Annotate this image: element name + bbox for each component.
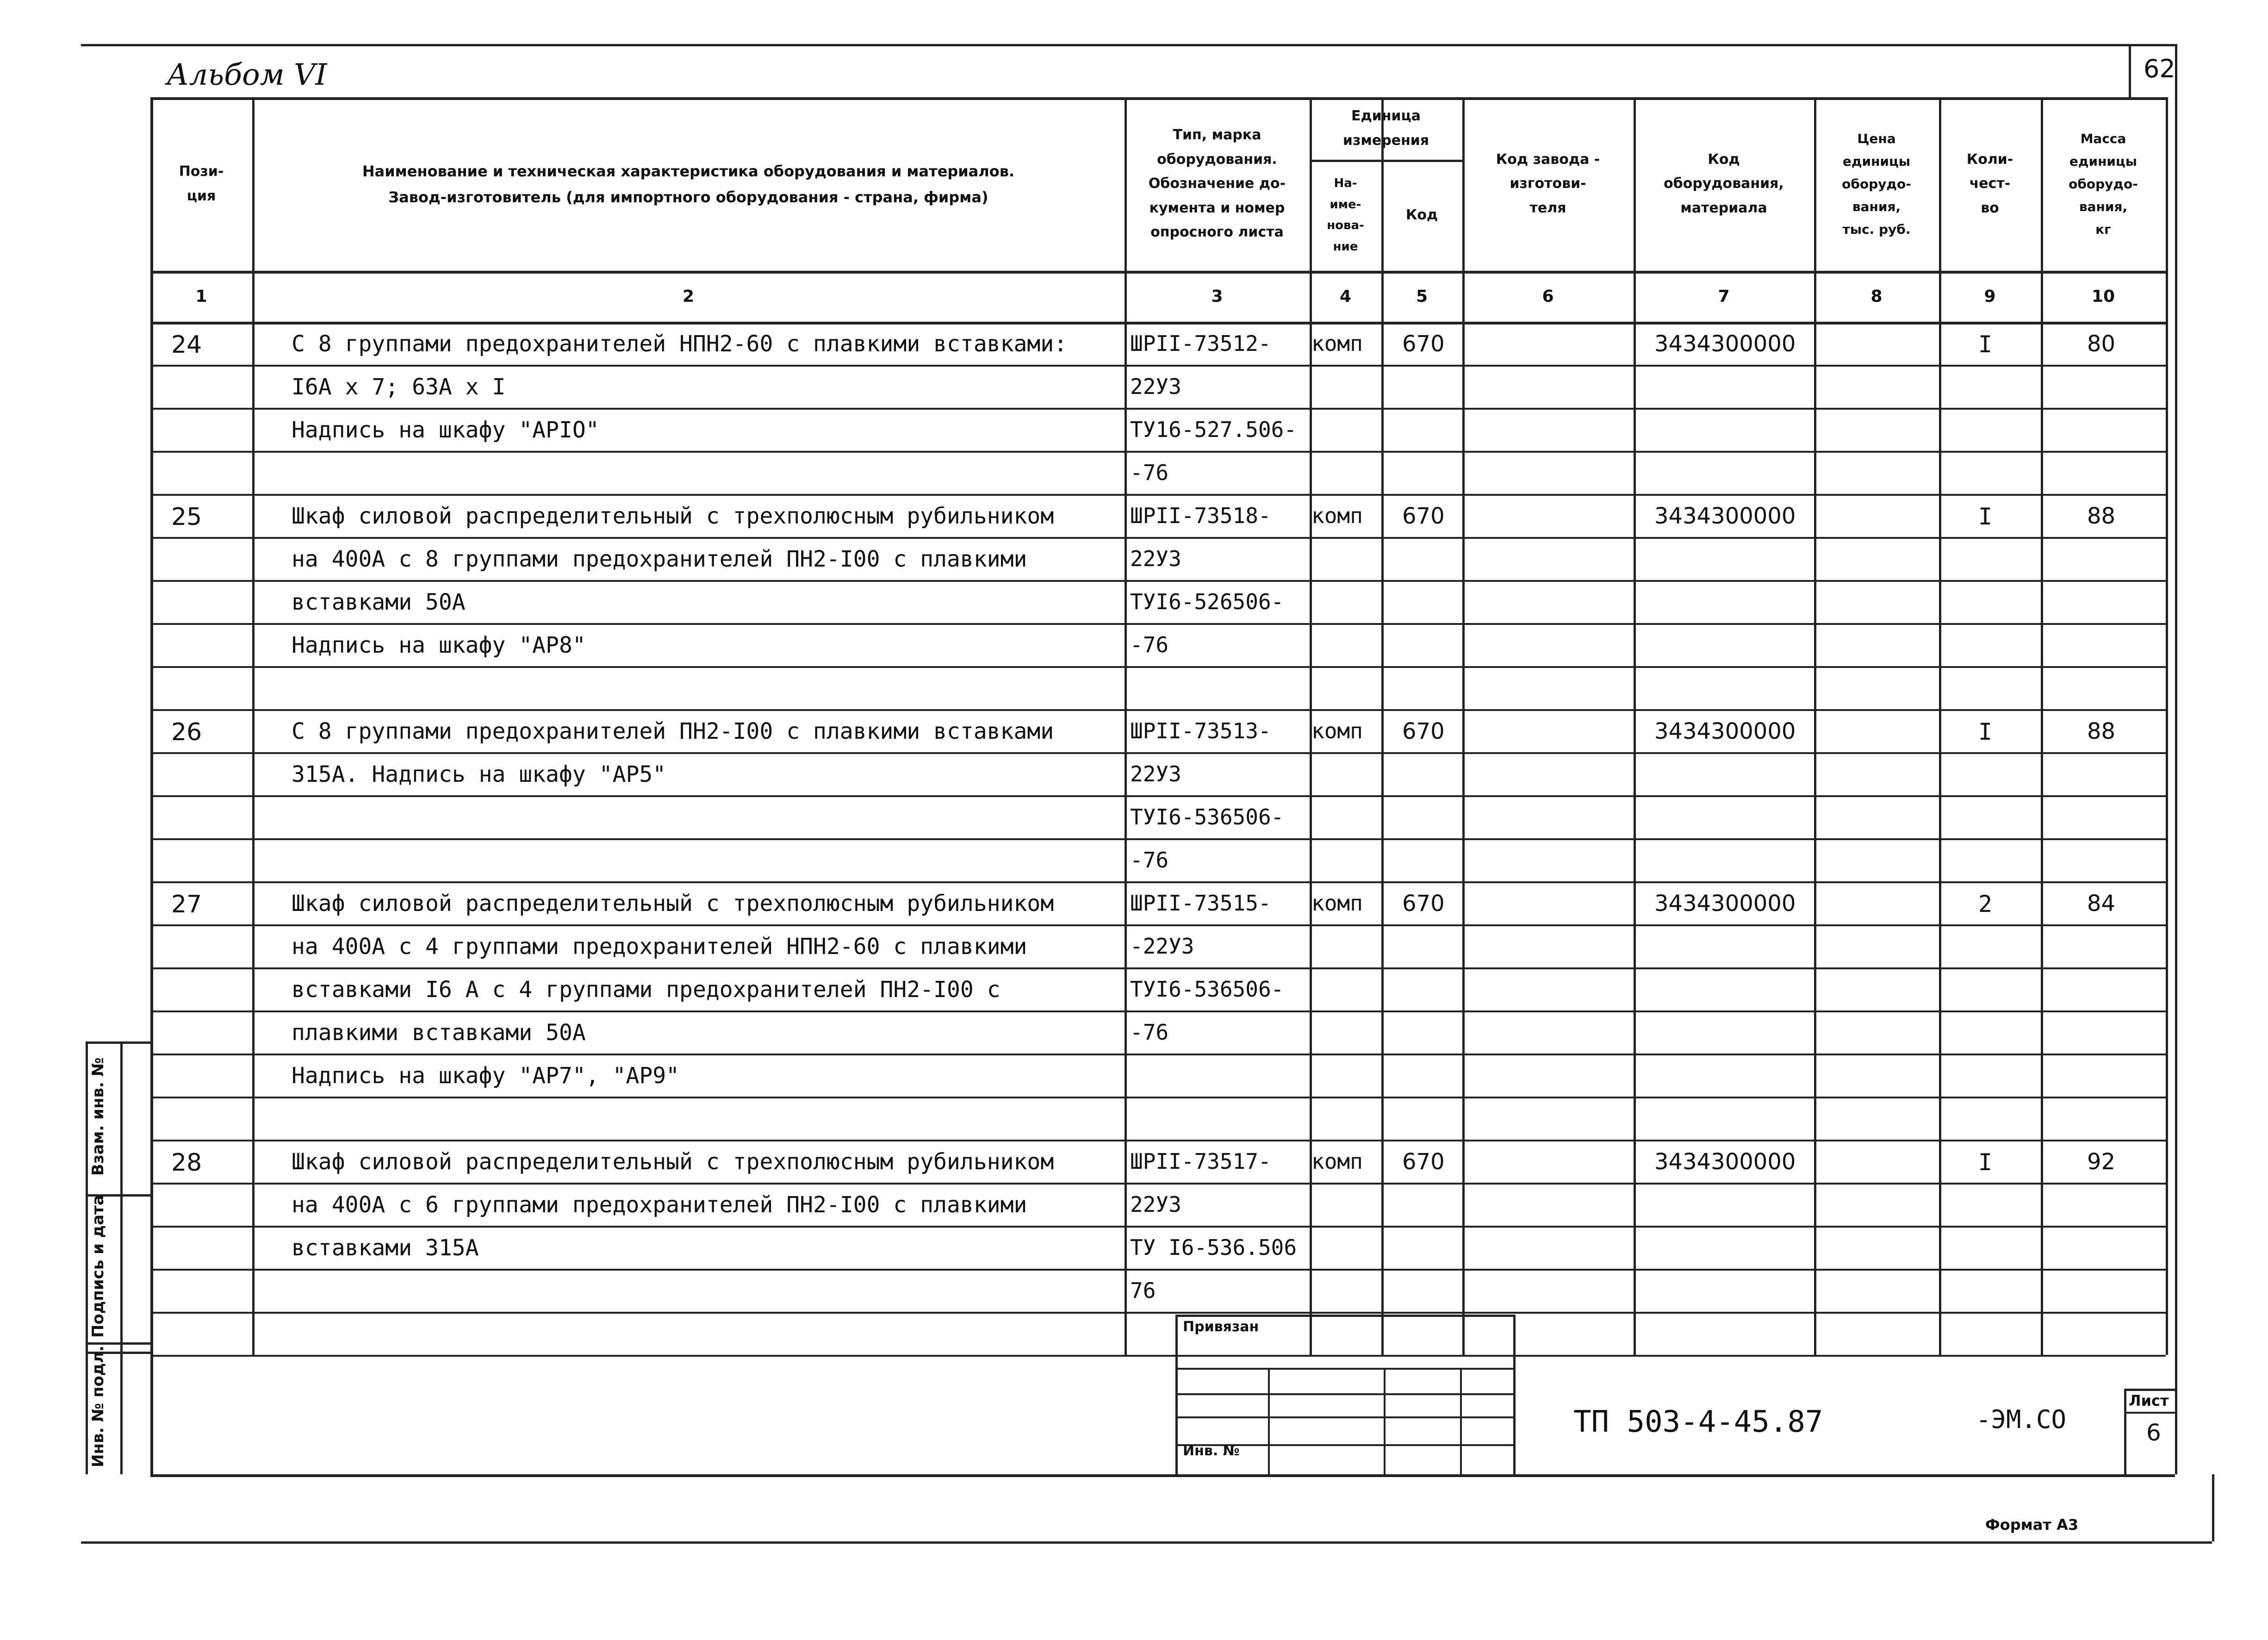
cell-name: вставками I6 А с 4 группами предохранителей ПН2-I00 с — [292, 977, 1000, 1003]
cell-type: ШРII-73513- — [1130, 718, 1271, 743]
cell-name: 315А. Надпись на шкафу "АР5" — [292, 761, 666, 787]
h-rule — [1310, 160, 1462, 162]
cell-name: на 400А с 4 группами предохранителей НПН2-60 с плавкими — [292, 934, 1027, 960]
h-rule — [150, 666, 2166, 668]
side-label-inv-orig: Инв. № подл. — [89, 1345, 107, 1467]
cell-unit-code: 670 — [1402, 718, 1445, 744]
h-rule — [2124, 1389, 2175, 1391]
cell-type: 22У3 — [1130, 761, 1181, 786]
column-number: 9 — [1984, 287, 1996, 306]
cell-equip-code: 3434300000 — [1654, 1149, 1796, 1175]
v-rule — [2175, 44, 2177, 1474]
h-rule — [86, 1041, 150, 1044]
h-rule — [150, 1269, 2166, 1271]
column-number: 1 — [195, 287, 207, 306]
cell-position: 24 — [171, 331, 202, 359]
cell-type: 22У3 — [1130, 1192, 1181, 1217]
h-rule — [150, 271, 2166, 274]
cell-type: -76 — [1130, 460, 1169, 485]
cell-unit: комп — [1311, 718, 1363, 743]
cell-position: 26 — [171, 718, 202, 746]
cell-name: плавкими вставками 50А — [292, 1020, 586, 1046]
side-label-sign-date: Подпись и дата — [89, 1195, 107, 1338]
cell-type: ТУ16-527.506- — [1130, 417, 1297, 442]
cell-name: вставками 315А — [292, 1235, 479, 1261]
cell-mass: 88 — [2087, 503, 2116, 529]
cell-mass: 84 — [2087, 891, 2116, 917]
h-rule — [150, 924, 2166, 926]
header-name: Наименование и техническая характеристика оборудования и материалов. Завод-изготовитель (для импортного оборудования - страна, фирма) — [362, 162, 1015, 206]
v-rule — [1939, 97, 1941, 1355]
v-rule — [120, 1041, 123, 1474]
h-rule — [150, 623, 2166, 625]
v-rule — [1513, 1315, 1516, 1474]
v-rule — [86, 1041, 88, 1474]
cell-unit: комп — [1311, 1149, 1363, 1174]
cell-type: ТУ I6-536.506 — [1130, 1235, 1297, 1260]
v-rule — [150, 97, 153, 1474]
h-rule — [150, 451, 2166, 453]
h-rule — [1175, 1416, 1513, 1418]
v-rule — [2041, 97, 2043, 1355]
h-rule — [1175, 1315, 1513, 1317]
column-number: 4 — [1339, 287, 1352, 306]
h-rule — [150, 408, 2166, 410]
column-number: 10 — [2091, 287, 2115, 306]
h-rule — [150, 752, 2166, 754]
v-rule — [1381, 97, 1384, 1355]
v-rule — [1814, 97, 1816, 1355]
cell-name: С 8 группами предохранителей НПН2-60 с плавкими вставками: — [292, 331, 1068, 357]
sheet-label: Лист — [2129, 1392, 2169, 1409]
cell-type: ТУI6-526506- — [1130, 589, 1284, 614]
h-rule — [150, 1355, 2166, 1357]
cell-mass: 80 — [2087, 331, 2116, 357]
h-rule — [150, 322, 2166, 324]
h-rule — [150, 1097, 2166, 1098]
column-number: 6 — [1542, 287, 1554, 306]
cell-unit: комп — [1311, 503, 1363, 528]
cell-name: Шкаф силовой распределительный с трехполюсным рубильником — [292, 1149, 1054, 1175]
h-rule — [150, 494, 2166, 496]
h-rule — [2124, 1412, 2175, 1414]
h-rule — [150, 838, 2166, 840]
cell-qty: I — [1978, 1149, 1993, 1176]
cell-type: ШРII-73515- — [1130, 891, 1271, 916]
cell-position: 28 — [171, 1149, 202, 1177]
h-rule — [150, 1312, 2166, 1314]
cell-equip-code: 3434300000 — [1654, 331, 1796, 357]
format-label: Формат А3 — [1985, 1516, 2079, 1534]
h-rule — [150, 709, 2166, 711]
cell-position: 27 — [171, 891, 202, 918]
header-type: Тип, марка оборудования. Обозначение до- кумента и номер опросного листа — [1148, 127, 1286, 241]
cell-type: ТУI6-536506- — [1130, 804, 1284, 829]
cell-type: 22У3 — [1130, 546, 1181, 571]
h-rule — [150, 580, 2166, 582]
v-rule — [1310, 97, 1312, 1355]
cell-type: -22У3 — [1130, 934, 1194, 959]
header-unit-group: Единица измерения — [1342, 108, 1429, 149]
cell-name: Шкаф силовой распределительный с трехполюсным рубильником — [292, 503, 1054, 529]
cell-name: вставками 50А — [292, 589, 466, 615]
h-rule — [150, 881, 2166, 883]
column-number: 5 — [1416, 287, 1428, 306]
h-rule — [150, 1140, 2166, 1141]
cell-equip-code: 3434300000 — [1654, 718, 1796, 744]
cell-name: Шкаф силовой распределительный с трехполюсным рубильником — [292, 891, 1054, 917]
cell-name: Надпись на шкафу "АРIО" — [292, 417, 599, 443]
cell-name: Надпись на шкафу "АР8" — [292, 632, 586, 658]
column-number: 7 — [1718, 287, 1730, 306]
header-position: Пози- ция — [179, 163, 224, 204]
cell-type: ШРII-73518- — [1130, 503, 1271, 528]
v-rule — [2212, 1474, 2214, 1541]
v-rule — [1462, 97, 1465, 1355]
cell-type: ТУI6-536506- — [1130, 977, 1284, 1002]
cell-equip-code: 3434300000 — [1654, 503, 1796, 529]
cell-unit-code: 670 — [1402, 1149, 1445, 1175]
header-price: Цена единицы оборудо- вания, тыс. руб. — [1842, 131, 1911, 237]
stamp-inv-label: Инв. № — [1183, 1443, 1240, 1459]
cell-unit-code: 670 — [1402, 503, 1445, 529]
cell-type: -76 — [1130, 632, 1169, 657]
header-maker-code: Код завода - изготови- теля — [1496, 151, 1600, 216]
h-rule — [150, 1474, 2175, 1477]
cell-type: ШРII-73512- — [1130, 331, 1271, 356]
v-rule — [1460, 1368, 1462, 1474]
cell-equip-code: 3434300000 — [1654, 891, 1796, 917]
h-rule — [81, 44, 2175, 46]
header-qty: Коли- чест- во — [1966, 151, 2013, 216]
h-rule — [150, 1010, 2166, 1012]
cell-unit-code: 670 — [1402, 331, 1445, 357]
cell-name: на 400А с 8 группами предохранителей ПН2-I00 с плавкими — [292, 546, 1027, 572]
stamp-bound-label: Привязан — [1183, 1319, 1259, 1335]
header-unit-name: На- име- нова- ние — [1327, 176, 1364, 254]
h-rule — [150, 537, 2166, 539]
column-number: 3 — [1211, 287, 1223, 306]
v-rule — [1634, 97, 1636, 1355]
cell-name: I6А х 7; 63А х I — [292, 374, 506, 400]
header-unit-code: Код — [1405, 206, 1438, 223]
h-rule — [86, 1342, 150, 1345]
cell-qty: I — [1978, 503, 1993, 530]
v-rule — [2166, 97, 2168, 1355]
h-rule — [150, 1183, 2166, 1185]
h-rule — [150, 365, 2166, 367]
cell-mass: 88 — [2087, 718, 2116, 744]
cell-type: ШРII-73517- — [1130, 1149, 1271, 1174]
cell-qty: I — [1978, 331, 1993, 358]
v-rule — [2124, 1389, 2126, 1474]
cell-type: -76 — [1130, 848, 1169, 873]
header-mass: Масса единицы оборудо- вания, кг — [2069, 131, 2138, 237]
doc-code: ТП 503-4-45.87 — [1573, 1405, 1823, 1439]
side-label-replace-inv: Взам. инв. № — [89, 1057, 107, 1176]
cell-unit: комп — [1311, 331, 1363, 356]
h-rule — [150, 1054, 2166, 1055]
cell-qty: 2 — [1978, 891, 1993, 917]
cell-qty: I — [1978, 718, 1993, 745]
cell-name: С 8 группами предохранителей ПН2-I00 с плавкими вставками — [292, 718, 1054, 744]
cell-type: 22У3 — [1130, 374, 1181, 399]
cell-name: Надпись на шкафу "АР7", "АР9" — [292, 1063, 680, 1089]
cell-name: на 400А с 6 группами предохранителей ПН2-I00 с плавкими — [292, 1192, 1027, 1218]
album-label: Альбом VI — [167, 58, 327, 92]
v-rule — [2129, 44, 2131, 97]
header-equip-code: Код оборудования, материала — [1664, 151, 1784, 216]
v-rule — [1125, 97, 1127, 1355]
h-rule — [150, 795, 2166, 797]
v-rule — [1384, 1368, 1386, 1474]
cell-type: 76 — [1130, 1278, 1156, 1303]
page-number: 62 — [2144, 54, 2175, 83]
v-rule — [252, 97, 255, 1355]
doc-suffix: -ЭМ.СО — [1976, 1405, 2067, 1434]
v-rule — [1268, 1368, 1270, 1474]
cell-position: 25 — [171, 503, 202, 531]
cell-mass: 92 — [2087, 1149, 2116, 1175]
h-rule — [150, 967, 2166, 969]
column-number: 2 — [682, 287, 695, 306]
h-rule — [150, 1226, 2166, 1228]
column-number: 8 — [1870, 287, 1883, 306]
sheet-number: 6 — [2146, 1419, 2161, 1446]
h-rule — [81, 1541, 2212, 1544]
cell-unit-code: 670 — [1402, 891, 1445, 917]
cell-unit: комп — [1311, 891, 1363, 916]
h-rule — [150, 97, 2166, 100]
h-rule — [1175, 1368, 1513, 1370]
cell-type: -76 — [1130, 1020, 1169, 1045]
h-rule — [1175, 1393, 1513, 1395]
